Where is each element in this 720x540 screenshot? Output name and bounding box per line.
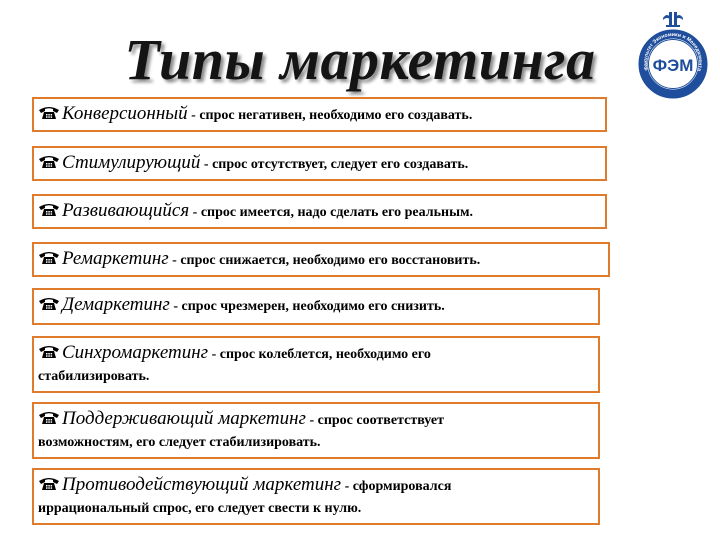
list-item [32,402,600,459]
marketing-type-term: Развивающийся [62,200,190,221]
marketing-type-term: Противодействующий маркетинг [62,474,342,495]
list-item [32,336,600,393]
marketing-type-desc: - спрос отсутствует, следует его создавать. [200,157,469,172]
marketing-type-desc: - сформировался [341,479,452,494]
marketing-type-term: Конверсионный [62,103,188,124]
slide-title: Типы маркетинга [124,27,596,92]
marketing-type-desc: - спрос снижается, необходимо его восстановить. [168,253,481,268]
telephone-icon [38,250,60,265]
list-item [32,97,607,132]
marketing-type-desc: - спрос негативен, необходимо его создавать. [187,108,473,123]
list-item [32,242,610,277]
marketing-type-desc-continued: возможностям, его следует стабилизировать. [38,435,321,450]
marketing-type-desc: - спрос имеется, надо сделать его реальным. [189,205,474,220]
marketing-type-desc-continued: иррациональный спрос, его следует свести к нулю. [38,501,362,516]
telephone-icon [38,476,60,491]
telephone-icon [38,344,60,359]
marketing-type-term: Поддерживающий маркетинг [62,408,306,429]
marketing-type-desc: - спрос чрезмерен, необходимо его снизить. [169,299,445,314]
telephone-icon [38,154,60,169]
marketing-type-desc-continued: стабилизировать. [38,369,150,384]
faculty-logo [637,8,709,106]
telephone-icon [38,410,60,425]
logo-ring-text: Факультет Экономики и Менеджмента [642,31,704,72]
marketing-type-desc: - спрос колеблется, необходимо его [208,347,431,362]
marketing-type-desc: - спрос соответствует [305,413,444,428]
telephone-icon [38,296,60,311]
telephone-icon [38,105,60,120]
marketing-type-term: Демаркетинг [62,294,170,315]
list-item [32,288,600,325]
marketing-type-term: Синхромаркетинг [62,342,209,363]
list-item [32,146,607,181]
list-item [32,194,607,229]
list-item [32,468,600,525]
marketing-type-term: Стимулирующий [62,152,201,173]
marketing-type-term: Ремаркетинг [62,248,169,269]
logo-text: ФЭМ [652,56,694,75]
telephone-icon [38,202,60,217]
